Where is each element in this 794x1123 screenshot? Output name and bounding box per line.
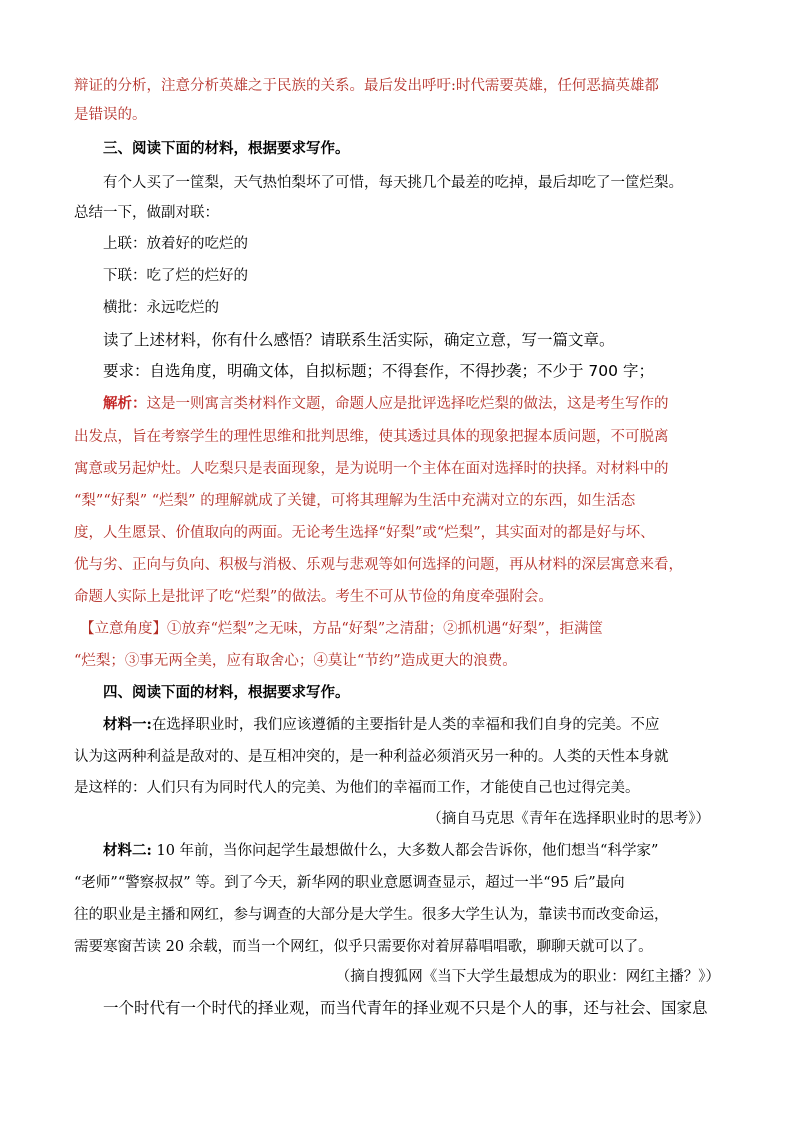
material2-line-4: 需要寒窗苦读 20 余载，而当一个网红，似乎只需要你对着屏幕唱唱歌，聊聊天就可以了。: [74, 939, 653, 955]
last-line: 一个时代有一个时代的择业观，而当代青年的择业观不只是个人的事，还与社会、国家息: [103, 999, 708, 1017]
material2-line-3: 往的职业是主播和网红，参与调查的大部分是大学生。很多大学生认为，靠读书而改变命运，: [74, 907, 669, 923]
material2-label: 材料二:: [103, 842, 152, 859]
material1-source: （摘自马克思《青年在选择职业时的思考》）: [427, 811, 710, 827]
couplet-first-line: 上联：放着好的吃烂的: [103, 236, 248, 252]
angle-label: 【立意角度】: [80, 621, 167, 637]
material1-text-1: 在选择职业时，我们应该遵循的主要指针是人类的幸福和我们自身的完美。不应: [151, 717, 660, 733]
material1-label: 材料一:: [103, 716, 152, 733]
material2-text-1: 10 年前，当你问起学生最想做什么，大多数人都会告诉你，他们想当“科学家”: [151, 843, 659, 859]
couplet-second-line: 下联：吃了烂的烂好的: [103, 268, 248, 284]
s3-paragraph-line-1: 有个人买了一筐梨，天气热怕梨坏了可惜，每天挑几个最差的吃掉，最后却吃了一筐烂梨。: [103, 175, 683, 191]
analysis-line-6: 优与劣、正向与负向、积极与消极、乐观与悲观等如何选择的问题，再从材料的深层寓意来看，: [74, 557, 683, 573]
material2-line-2: “老师”“警察叔叔” 等。到了今天，新华网的职业意愿调查显示，超过一半“95 后”最向: [74, 875, 625, 891]
angle-line-2: “烂梨；③事无两全美，应有取舍心；④莫让“节约”造成更大的浪费。: [74, 653, 517, 669]
top-line-2: 是错误的。: [74, 107, 147, 123]
analysis-line-3: 寓意或另起炉灶。人吃梨只是表面现象，是为说明一个主体在面对选择时的抉择。对材料中的: [74, 461, 669, 477]
analysis-line-2: 出发点，旨在考察学生的理性思维和批判思维，使其透过具体的现象把握本质问题，不可脱离: [74, 429, 669, 445]
analysis-line-4: “梨”“好梨” “烂梨” 的理解就成了关键，可将其理解为生活中充满对立的东西，如生活态: [74, 493, 636, 509]
s3-paragraph-line-2: 总结一下，做副对联：: [74, 205, 219, 221]
analysis-text-1: 这是一则寓言类材料作文题，命题人应是批评选择吃烂梨的做法，这是考生写作的: [146, 396, 669, 412]
angle-line-1: [80, 619, 730, 639]
material2-line-1: [103, 841, 723, 861]
analysis-label: 解析：: [103, 395, 147, 412]
material2-source: （摘自搜狐网《当下大学生最想成为的职业：网红主播？》）: [335, 969, 720, 985]
couplet-horizontal: 横批：永远吃烂的: [103, 300, 219, 316]
angle-text-1: ①放弃“烂梨”之无味，方品“好梨”之清甜；②抓机遇“好梨”，拒满筐: [167, 621, 603, 637]
writing-prompt: 读了上述材料，你有什么感悟？请联系生活实际，确定立意，写一篇文章。: [103, 331, 615, 349]
section3-heading: 三、阅读下面的材料，根据要求写作。: [103, 141, 350, 157]
material1-line-2: 认为这两种利益是敌对的、是互相冲突的，是一种利益必须消灭另一种的。人类的天性本身就: [74, 749, 669, 765]
analysis-line-5: 度，人生愿景、价值取向的两面。无论考生选择“好梨”或“烂梨”，其实面对的都是好与坏、: [74, 525, 655, 541]
analysis-line-7: 命题人实际上是批评了吃“烂梨”的做法。考生不可从节俭的角度牵强附会。: [74, 589, 553, 605]
material1-line-1: [103, 715, 723, 735]
material1-line-3: 是这样的：人们只有为同时代人的完美、为他们的幸福而工作，才能使自己也过得完美。: [74, 780, 640, 796]
analysis-line-1: [103, 394, 723, 414]
writing-requirement: 要求：自选角度，明确文体，自拟标题；不得套作，不得抄袭；不少于 700 字；: [103, 362, 654, 380]
top-line-1: 辩证的分析，注意分析英雄之于民族的关系。最后发出呼吁:时代需要英雄，任何恶搞英雄都: [74, 78, 659, 94]
section4-heading: 四、阅读下面的材料，根据要求写作。: [103, 685, 350, 701]
